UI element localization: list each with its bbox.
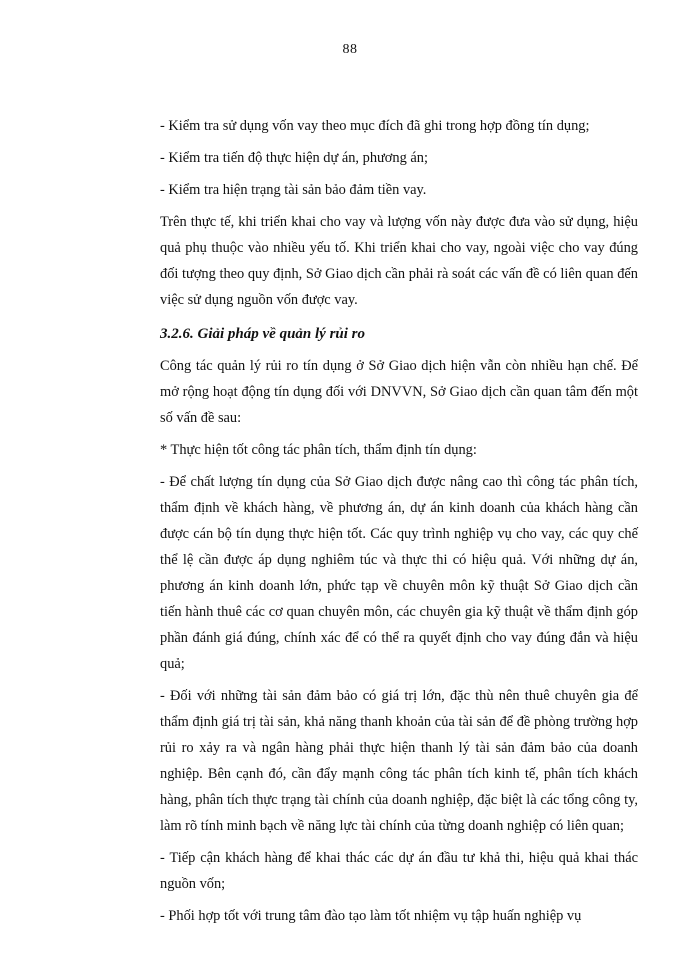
bullet-check-collateral: - Kiểm tra hiện trạng tài sản bảo đảm tiền vay. bbox=[160, 182, 427, 198]
bullet-check-project-progress: - Kiểm tra tiến độ thực hiện dự án, phương án; bbox=[160, 150, 428, 166]
paragraph-credit-quality: - Để chất lượng tín dụng của Sở Giao dịch được nâng cao thì công tác phân tích, thẩm định về khách hàng, về phương án, dự án kinh doanh của khách hàng cần được cán bộ tín dụng thực hiện tốt. Các quy trình nghiệp vụ cho vay, các quy chế thể lệ cần được áp dụng nghiêm túc và thực thi có hiệu quả. Với những dự án, phương án kinh doanh lớn, phức tạp về chuyên môn kỹ thuật Sở Giao dịch cần tiến hành thuê các cơ quan chuyên môn, các chuyên gia kỹ thuật về thẩm định góp phần đánh giá đúng, chính xác để có thể ra quyết định cho vay đúng đắn và hiệu quả; bbox=[160, 474, 638, 672]
page-number: 88 bbox=[342, 42, 358, 57]
paragraph-risk-management: Công tác quản lý rủi ro tín dụng ở Sở Giao dịch hiện vẫn còn nhiều hạn chế. Để mở rộng hoạt động tín dụng đối với DNVVN, Sở Giao dịch cần quan tâm đến một số vấn đề sau: bbox=[160, 358, 638, 426]
paragraph-training-coordination: - Phối hợp tốt với trung tâm đào tạo làm tốt nhiệm vụ tập huấn nghiệp vụ bbox=[160, 908, 582, 924]
paragraph-loan-effectiveness: Trên thực tế, khi triển khai cho vay và lượng vốn này được đưa vào sử dụng, hiệu quả phụ thuộc vào nhiều yếu tố. Khi triển khai cho vay, ngoài việc cho vay đúng đối tượng theo quy định, Sở Giao dịch cần phải rà soát các vấn đề có liên quan đến việc sử dụng nguồn vốn được vay. bbox=[160, 214, 638, 308]
section-heading: 3.2.6. Giải pháp về quản lý rủi ro bbox=[160, 326, 366, 342]
paragraph-collateral-valuation: - Đối với những tài sản đảm bảo có giá trị lớn, đặc thù nên thuê chuyên gia để thẩm định giá trị tài sản, khả năng thanh khoản của tài sản để đề phòng trường hợp rủi ro xảy ra và ngân hàng phải thực hiện thanh lý tài sản đảm bảo của doanh nghiệp. Bên cạnh đó, cần đẩy mạnh công tác phân tích kinh tế, phân tích khách hàng, phân tích thực trạng tài chính của doanh nghiệp, đặc biệt là các tổng công ty, làm rõ tính minh bạch về năng lực tài chính của từng doanh nghiệp có liên quan; bbox=[160, 688, 638, 834]
page-content bbox=[160, 113, 638, 935]
paragraph-customer-approach: - Tiếp cận khách hàng để khai thác các dự án đầu tư khả thi, hiệu quả khai thác nguồn vốn; bbox=[160, 850, 638, 892]
bullet-check-loan-purpose: - Kiểm tra sử dụng vốn vay theo mục đích đã ghi trong hợp đồng tín dụng; bbox=[160, 118, 590, 134]
sub-heading-credit-appraisal: * Thực hiện tốt công tác phân tích, thẩm định tín dụng: bbox=[160, 442, 477, 458]
